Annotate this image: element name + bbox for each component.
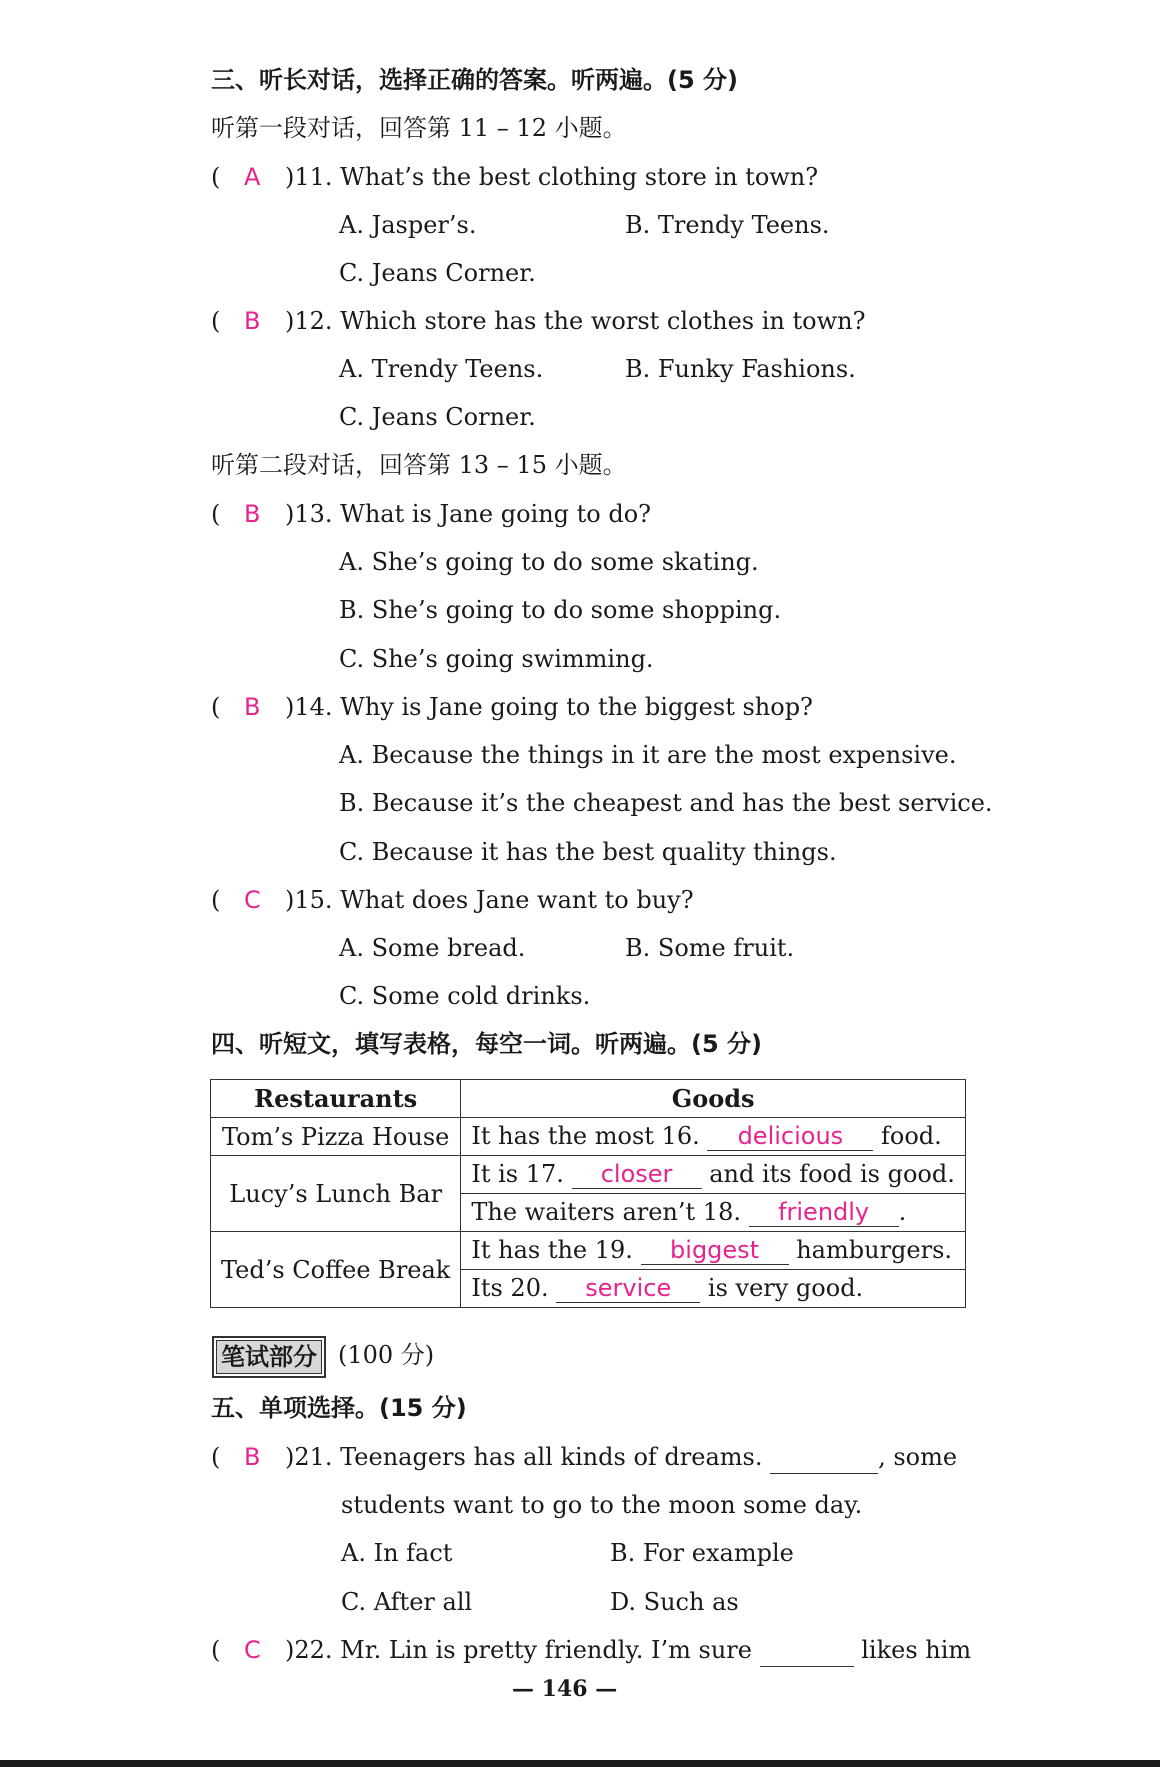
paren-open: ( <box>211 307 221 335</box>
q14-option-a: A. Because the things in it are the most expensive. <box>339 741 957 769</box>
paren-open: ( <box>211 1636 221 1664</box>
section3-title: 三、听长对话，选择正确的答案。听两遍。(5 分) <box>211 66 738 94</box>
question-12-text: )12. Which store has the worst clothes in town? <box>285 307 866 335</box>
q12-option-c: C. Jeans Corner. <box>339 403 536 431</box>
answer-14: B <box>244 693 261 721</box>
q13-option-c: C. She’s going swimming. <box>339 645 654 673</box>
q21-option-c: C. After all <box>341 1588 473 1616</box>
blank-18: friendly <box>749 1198 899 1227</box>
q15-option-b: B. Some fruit. <box>625 934 795 962</box>
written-part-label <box>212 1336 326 1378</box>
paren-open: ( <box>211 500 221 528</box>
answer-11: A <box>244 163 261 191</box>
g20-suffix: is very good. <box>707 1274 864 1302</box>
paren-open: ( <box>211 163 221 191</box>
question-22 <box>211 1634 972 1666</box>
restaurant-lucy: Lucy’s Lunch Bar <box>211 1156 461 1232</box>
q21-option-d: D. Such as <box>610 1588 739 1616</box>
section5-title: 五、单项选择。(15 分) <box>211 1394 467 1422</box>
page-number: — 146 — <box>512 1676 618 1702</box>
question-15-text: )15. What does Jane want to buy? <box>285 886 694 914</box>
q11-option-c: C. Jeans Corner. <box>339 259 536 287</box>
goods-table <box>210 1079 966 1308</box>
question-13-text: )13. What is Jane going to do? <box>285 500 652 528</box>
dialog2-intro: 听第二段对话，回答第 13 – 15 小题。 <box>211 451 627 479</box>
goods-cell-16 <box>461 1118 966 1156</box>
restaurant-ted: Ted’s Coffee Break <box>211 1232 461 1308</box>
goods-cell-19 <box>461 1232 966 1270</box>
g17-prefix: It is 17. <box>471 1160 564 1188</box>
blank-16: delicious <box>707 1122 873 1151</box>
g20-prefix: Its 20. <box>471 1274 549 1302</box>
question-15 <box>211 884 931 916</box>
g18-prefix: The waiters aren’t 18. <box>471 1198 741 1226</box>
bottom-edge-bar <box>0 1760 1160 1767</box>
blank-21 <box>770 1441 878 1474</box>
q21-option-a: A. In fact <box>341 1539 453 1567</box>
answer-12: B <box>244 307 261 335</box>
paren-open: ( <box>211 886 221 914</box>
g19-prefix: It has the 19. <box>471 1236 633 1264</box>
q12-option-b: B. Funky Fashions. <box>625 355 856 383</box>
q15-option-c: C. Some cold drinks. <box>339 982 591 1010</box>
q14-option-b: B. Because it’s the cheapest and has the best service. <box>339 789 993 817</box>
table-row <box>211 1118 966 1156</box>
question-21 <box>211 1441 958 1473</box>
answer-13: B <box>244 500 261 528</box>
restaurant-tom: Tom’s Pizza House <box>211 1118 461 1156</box>
g18-suffix: . <box>898 1198 907 1226</box>
q21-text-end: , some <box>878 1443 958 1471</box>
goods-cell-20 <box>461 1270 966 1308</box>
q14-option-c: C. Because it has the best quality things. <box>339 838 837 866</box>
question-14-text: )14. Why is Jane going to the biggest shop? <box>285 693 813 721</box>
paren-open: ( <box>211 1443 221 1471</box>
g16-suffix: food. <box>881 1122 942 1150</box>
blank-22 <box>760 1634 854 1667</box>
paren-open: ( <box>211 693 221 721</box>
q11-option-a: A. Jasper’s. <box>339 211 477 239</box>
dialog1-intro: 听第一段对话，回答第 11 – 12 小题。 <box>211 114 627 142</box>
question-21-text <box>285 1441 957 1474</box>
blank-17: closer <box>572 1160 702 1189</box>
q21-text: )21. Teenagers has all kinds of dreams. <box>285 1443 763 1471</box>
q12-option-a: A. Trendy Teens. <box>339 355 544 383</box>
q21-option-b: B. For example <box>610 1539 794 1567</box>
question-11 <box>211 161 931 193</box>
written-part-score: (100 分) <box>338 1341 435 1369</box>
header-restaurants: Restaurants <box>211 1080 461 1118</box>
section4-title: 四、听短文，填写表格，每空一词。听两遍。(5 分) <box>211 1030 762 1058</box>
g16-prefix: It has the most 16. <box>471 1122 700 1150</box>
table-row <box>211 1156 966 1194</box>
q13-option-b: B. She’s going to do some shopping. <box>339 596 782 624</box>
question-11-text: )11. What’s the best clothing store in town? <box>285 163 819 191</box>
blank-20: service <box>556 1274 700 1303</box>
table-header-row <box>211 1080 966 1118</box>
g19-suffix: hamburgers. <box>796 1236 953 1264</box>
written-part-text: 笔试部分 <box>216 1340 322 1374</box>
question-13 <box>211 498 931 530</box>
q15-option-a: A. Some bread. <box>339 934 526 962</box>
q22-text-end: likes him <box>861 1636 972 1664</box>
goods-cell-18 <box>461 1194 966 1232</box>
table-row <box>211 1232 966 1270</box>
answer-15: C <box>244 886 261 914</box>
header-goods: Goods <box>461 1080 966 1118</box>
q11-option-b: B. Trendy Teens. <box>625 211 830 239</box>
q22-text: )22. Mr. Lin is pretty friendly. I’m sure <box>285 1636 752 1664</box>
question-14 <box>211 691 931 723</box>
blank-19: biggest <box>641 1236 789 1265</box>
answer-22: C <box>244 1636 261 1664</box>
q21-line2: students want to go to the moon some day. <box>341 1491 863 1519</box>
g17-suffix: and its food is good. <box>709 1160 955 1188</box>
question-22-text <box>285 1634 971 1667</box>
answer-21: B <box>244 1443 261 1471</box>
question-12 <box>211 305 931 337</box>
goods-cell-17 <box>461 1156 966 1194</box>
q13-option-a: A. She’s going to do some skating. <box>339 548 759 576</box>
